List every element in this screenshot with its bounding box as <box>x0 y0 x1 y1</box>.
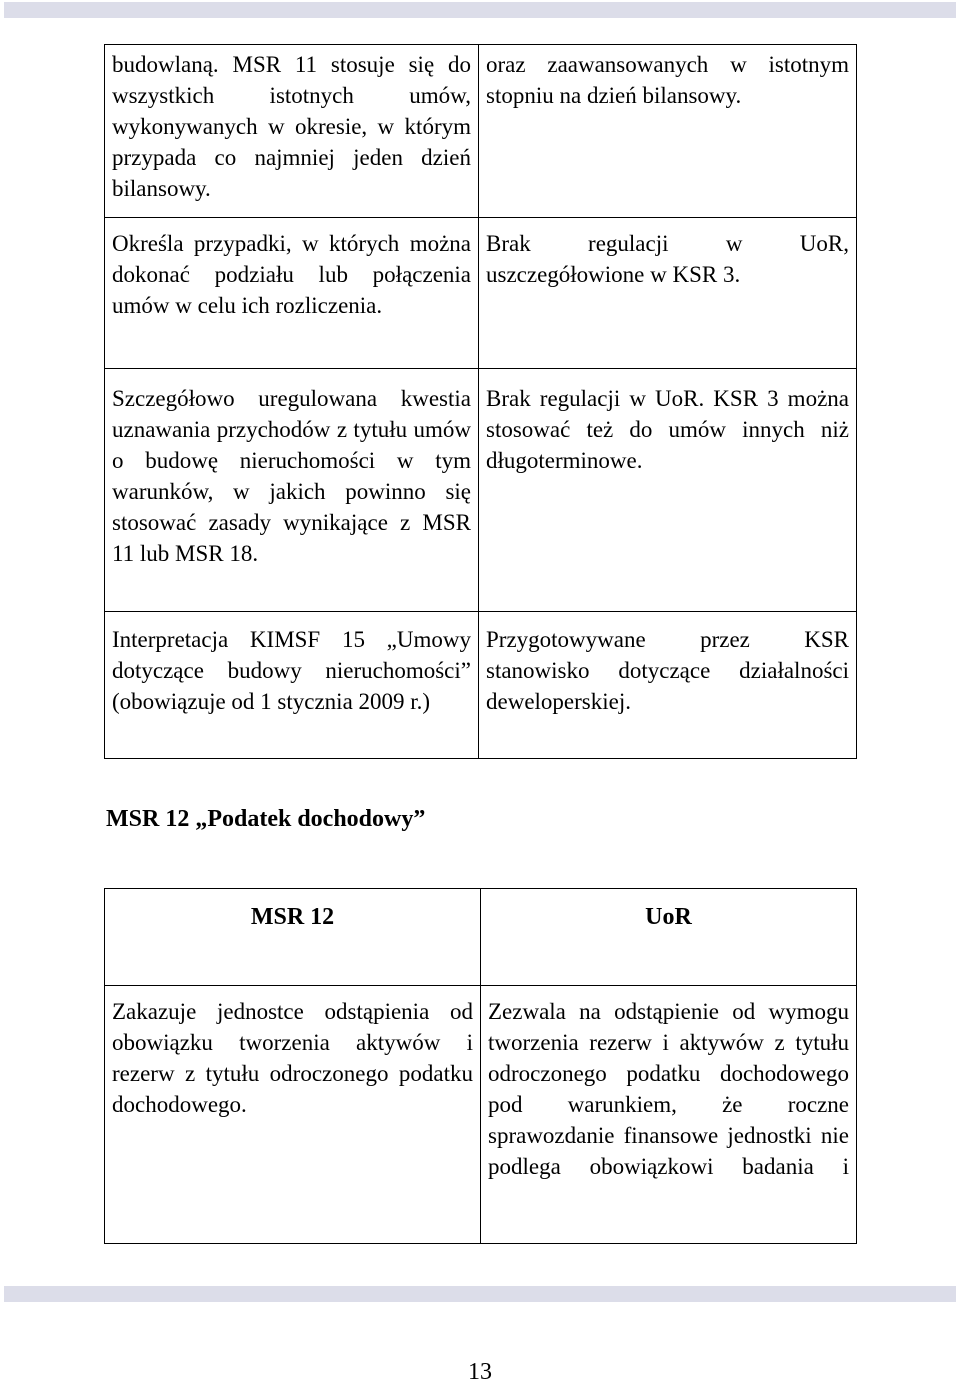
table-row <box>105 986 857 1244</box>
column-header-uor: UoR <box>481 889 857 986</box>
bottom-decorative-band <box>4 1286 956 1302</box>
column-header-msr: MSR 12 <box>105 889 481 986</box>
comparison-table-msr11 <box>104 44 857 759</box>
table-cell-uor: Brak regulacji w UoR, uszczegółowione w KSR 3. <box>479 218 857 369</box>
page-number: 13 <box>468 1359 492 1385</box>
table-cell-uor: Przygotowywane przez KSR stanowisko dotyczące działalności deweloperskiej. <box>479 612 857 759</box>
section-heading: MSR 12 „Podatek dochodowy” <box>106 806 426 832</box>
table-row <box>105 369 857 612</box>
table-header-row <box>105 889 857 986</box>
table-cell-uor: Brak regulacji w UoR. KSR 3 można stosować też do umów innych niż długoterminowe. <box>479 369 857 612</box>
table-cell-uor: Zezwala na odstąpienie od wymogu tworzenia rezerw i aktywów z tytułu odroczonego podatku dochodowego pod warunkiem, że roczne sprawozdanie finansowe jednostki nie podlega obowiązkowi badania i <box>481 986 857 1244</box>
table-cell-msr: Zakazuje jednostce odstąpienia od obowiązku tworzenia aktywów i rezerw z tytułu odroczonego podatku dochodowego. <box>105 986 481 1244</box>
table-cell-msr: budowlaną. MSR 11 stosuje się do wszystkich istotnych umów, wykonywanych w okresie, w którym przypada co najmniej jeden dzień bilansowy. <box>105 45 479 218</box>
comparison-table-msr12 <box>104 888 857 1244</box>
top-decorative-band <box>4 2 956 18</box>
table-row <box>105 218 857 369</box>
table-row <box>105 45 857 218</box>
table-cell-msr: Szczegółowo uregulowana kwestia uznawania przychodów z tytułu umów o budowę nieruchomości w tym warunków, w jakich powinno się stosować zasady wynikające z MSR 11 lub MSR 18. <box>105 369 479 612</box>
table-cell-msr: Określa przypadki, w których można dokonać podziału lub połączenia umów w celu ich rozliczenia. <box>105 218 479 369</box>
table-cell-msr: Interpretacja KIMSF 15 „Umowy dotyczące budowy nieruchomości” (obowiązuje od 1 stycznia 2009 r.) <box>105 612 479 759</box>
table-row <box>105 612 857 759</box>
table-cell-uor: oraz zaawansowanych w istotnym stopniu na dzień bilansowy. <box>479 45 857 218</box>
